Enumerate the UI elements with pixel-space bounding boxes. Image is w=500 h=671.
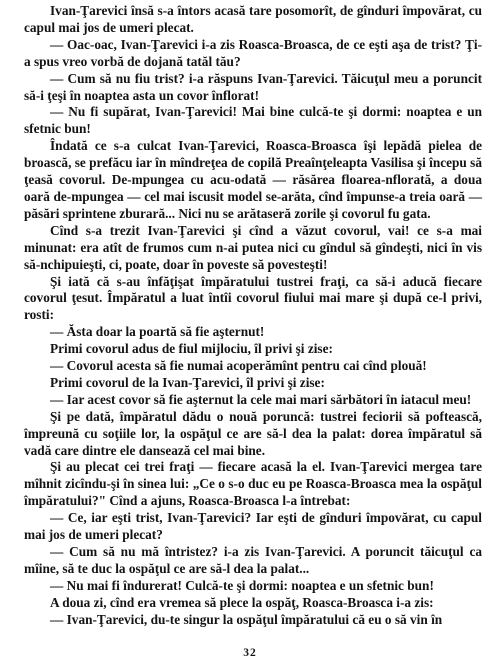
paragraph: — Ivan-Ţarevici, du-te singur la ospăţul împăratului că eu o să vin în — [50, 611, 443, 627]
paragraph: Îndată ce s-a culcat Ivan-Ţarevici, Roasca-Broasca îşi lepădă pielea de broască, se prefăcu iar în mîndreţea de copilă Preaînţeleapta Vasilisa şi începu să ţeasă covorul. De-mpungea cu acu-odată — răsărea floarea-nflorată, a doua oară de-mpungea — cel mai iscusit model se-arăta, cînd împunse-a treia oară — păsări sprintene zburară... Nici nu se arătaseră zorile şi covorul fu gata. — [24, 138, 482, 221]
paragraph: A doua zi, cînd era vremea să plece la ospăţ, Roasca-Broasca i-a zis: — [50, 594, 434, 610]
paragraph: Primi covorul de la Ivan-Ţarevici, îl privi şi zise: — [50, 374, 325, 390]
paragraph: — Oac-oac, Ivan-Ţarevici i-a zis Roasca-Broasca, de ce eşti aşa de trist? Ţi-a spus vreo vorbă de dojană tatăl tău? — [24, 36, 482, 69]
paragraph: Şi iată că s-au înfăţişat împăratului tustrei fraţi, ca să-i aducă fiecare covorul ţesut. Împăratul a luat întîi covorul fiului mai mare şi după ce-l privi, rosti: — [24, 273, 482, 323]
paragraph: — Cum să nu mă întristez? i-a zis Ivan-Ţarevici. A poruncit tăicuţul ca mîine, să te duc la ospăţul ce are să-l dea la palat... — [24, 544, 482, 576]
paragraph: — Covorul acesta să fie numai acoperămînt pentru cai cînd plouă! — [50, 358, 427, 374]
paragraph: — Nu fi supărat, Ivan-Ţarevici! Mai bine culcă-te şi dormi: noaptea e un sfetnic bun! — [24, 104, 482, 137]
paragraph: — Cum să nu fiu trist? i-a răspuns Ivan-Ţarevici. Tăicuţul meu a poruncit să-i ţeşi în noaptea asta un covor înflorat! — [24, 70, 482, 103]
paragraph: — Ce, iar eşti trist, Ivan-Ţarevici? Iar eşti de gînduri împovărat, cu capul mai jos de umeri plecat? — [24, 510, 482, 543]
paragraph: Şi au plecat cei trei fraţi — fiecare acasă la el. Ivan-Ţarevici mergea tare mîhnit zicîndu-şi în sinea lui: „Ce o s-o duc eu pe Roasca-Broasca mea la ospăţul împăratului?" Cînd a ajuns, Roasca-Broasca l-a întrebat: — [24, 459, 482, 509]
paragraph: — Iar acest covor să fie aşternut la cele mai mari sărbători în iatacul meu! — [50, 391, 472, 407]
page-number: 32 — [243, 647, 257, 659]
paragraph: — Nu mai fi îndurerat! Culcă-te şi dormi: noaptea e un sfetnic bun! — [50, 577, 434, 593]
paragraph: — Ăsta doar la poartă să fie aşternut! — [50, 324, 265, 340]
paragraph: Cînd s-a trezit Ivan-Ţarevici şi cînd a văzut covorul, vai! ce s-a mai minunat: era atît de frumos cum n-ai putea nici cu gîndul să gîndeşti, nici în vis să-nchipuieşti, ci, poate, doar în poveste să povesteşti! — [24, 222, 482, 272]
paragraph: Şi pe dată, împăratul dădu o nouă poruncă: tustrei feciorii să poftească, împreună cu soţiile lor, la ospăţul ce are să-l dea la palat: dorea împăratul să vadă care dintre ele dansează cel mai bine. — [24, 408, 482, 458]
paragraph: Primi covorul adus de fiul mijlociu, îl privi şi zise: — [50, 341, 333, 357]
page-text — [24, 3, 482, 629]
paragraph: Ivan-Ţarevici însă s-a întors acasă tare posomorît, de gînduri împovărat, cu capul mai jos de umeri plecat. — [24, 3, 482, 35]
